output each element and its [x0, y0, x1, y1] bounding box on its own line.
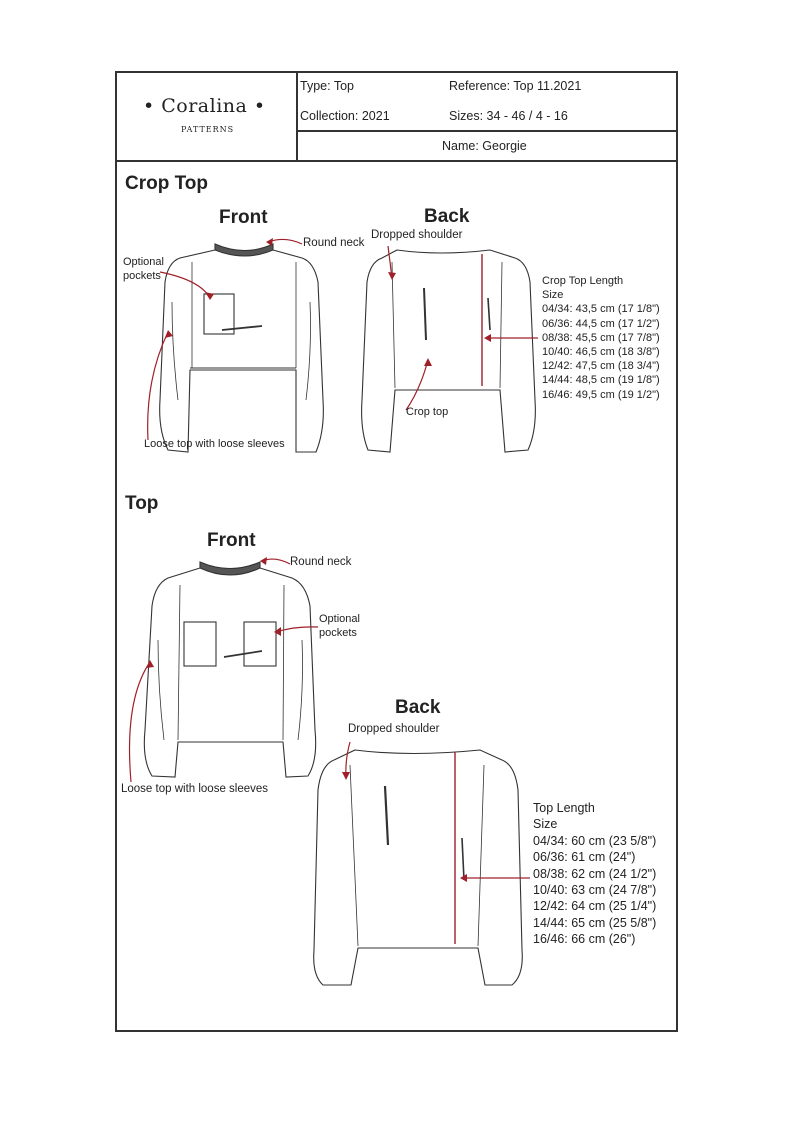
top-size-row: 12/42: 64 cm (25 1/4"): [533, 899, 657, 914]
crop-top-crop-top-note: Crop top: [406, 406, 449, 418]
crop-top-front-drawing: [160, 244, 324, 452]
top-length-title: Top Length: [533, 801, 595, 815]
top-size-row: 04/34: 60 cm (23 5/8"): [533, 833, 657, 848]
top-dropped-shoulder-note: Dropped shoulder: [348, 723, 440, 735]
crop-top-size-row: 04/34: 43,5 cm (17 1/8"): [542, 303, 660, 316]
reference-field: Reference: Top 11.2021: [449, 79, 582, 93]
crop-top-size-row: 16/46: 49,5 cm (19 1/2"): [542, 388, 660, 401]
annotation-arrows: [130, 239, 538, 944]
top-size-row: 16/46: 66 cm (26"): [533, 932, 636, 947]
crop-top-front-label: Front: [219, 207, 268, 228]
crop-top-length-title: Crop Top Length: [542, 275, 624, 287]
crop-top-dropped-shoulder-note: Dropped shoulder: [371, 229, 463, 241]
top-loose-top-note: Loose top with loose sleeves: [121, 783, 269, 795]
top-size-row: 10/40: 63 cm (24 7/8"): [533, 883, 657, 898]
crop-top-size-row: 14/44: 48,5 cm (19 1/8"): [542, 374, 660, 387]
crop-top-size-row: 06/36: 44,5 cm (17 1/2"): [542, 317, 660, 330]
crop-top-back-label: Back: [424, 206, 470, 227]
brand-logo-subtitle: PATTERNS: [181, 125, 235, 134]
top-size-label: Size: [533, 817, 558, 832]
crop-top-optional-pockets-note: Optional pockets: [123, 256, 164, 282]
top-size-row: 08/38: 62 cm (24 1/2"): [533, 866, 657, 881]
crop-top-size-table: [542, 274, 660, 402]
top-back-label: Back: [395, 697, 441, 718]
top-front-label: Front: [207, 530, 256, 551]
top-round-neck-note: Round neck: [290, 556, 352, 568]
section-title-top: Top: [125, 493, 159, 514]
sizes-field: Sizes: 34 - 46 / 4 - 16: [449, 109, 568, 123]
crop-top-loose-top-note: Loose top with loose sleeves: [144, 438, 285, 450]
crop-top-size-row: 08/38: 45,5 cm (17 7/8"): [542, 331, 660, 344]
top-size-row: 06/36: 61 cm (24"): [533, 850, 636, 865]
collection-field: Collection: 2021: [300, 109, 390, 123]
top-size-table: [533, 800, 656, 948]
crop-top-size-row: 10/40: 46,5 cm (18 3/8"): [542, 346, 660, 359]
crop-top-size-label: Size: [542, 289, 564, 302]
top-front-drawing: [144, 562, 315, 777]
brand-logo: • Coralina •: [143, 95, 266, 117]
top-size-row: 14/44: 65 cm (25 5/8"): [533, 915, 657, 930]
crop-top-back-drawing: [362, 250, 536, 452]
top-back-drawing: [314, 750, 523, 985]
type-field: Type: Top: [300, 79, 354, 93]
name-field: Name: Georgie: [442, 139, 527, 153]
section-title-crop-top: Crop Top: [125, 173, 209, 194]
top-optional-pockets-note: Optional pockets: [319, 613, 360, 639]
crop-top-round-neck-note: Round neck: [303, 237, 365, 249]
crop-top-size-row: 12/42: 47,5 cm (18 3/4"): [542, 360, 660, 373]
